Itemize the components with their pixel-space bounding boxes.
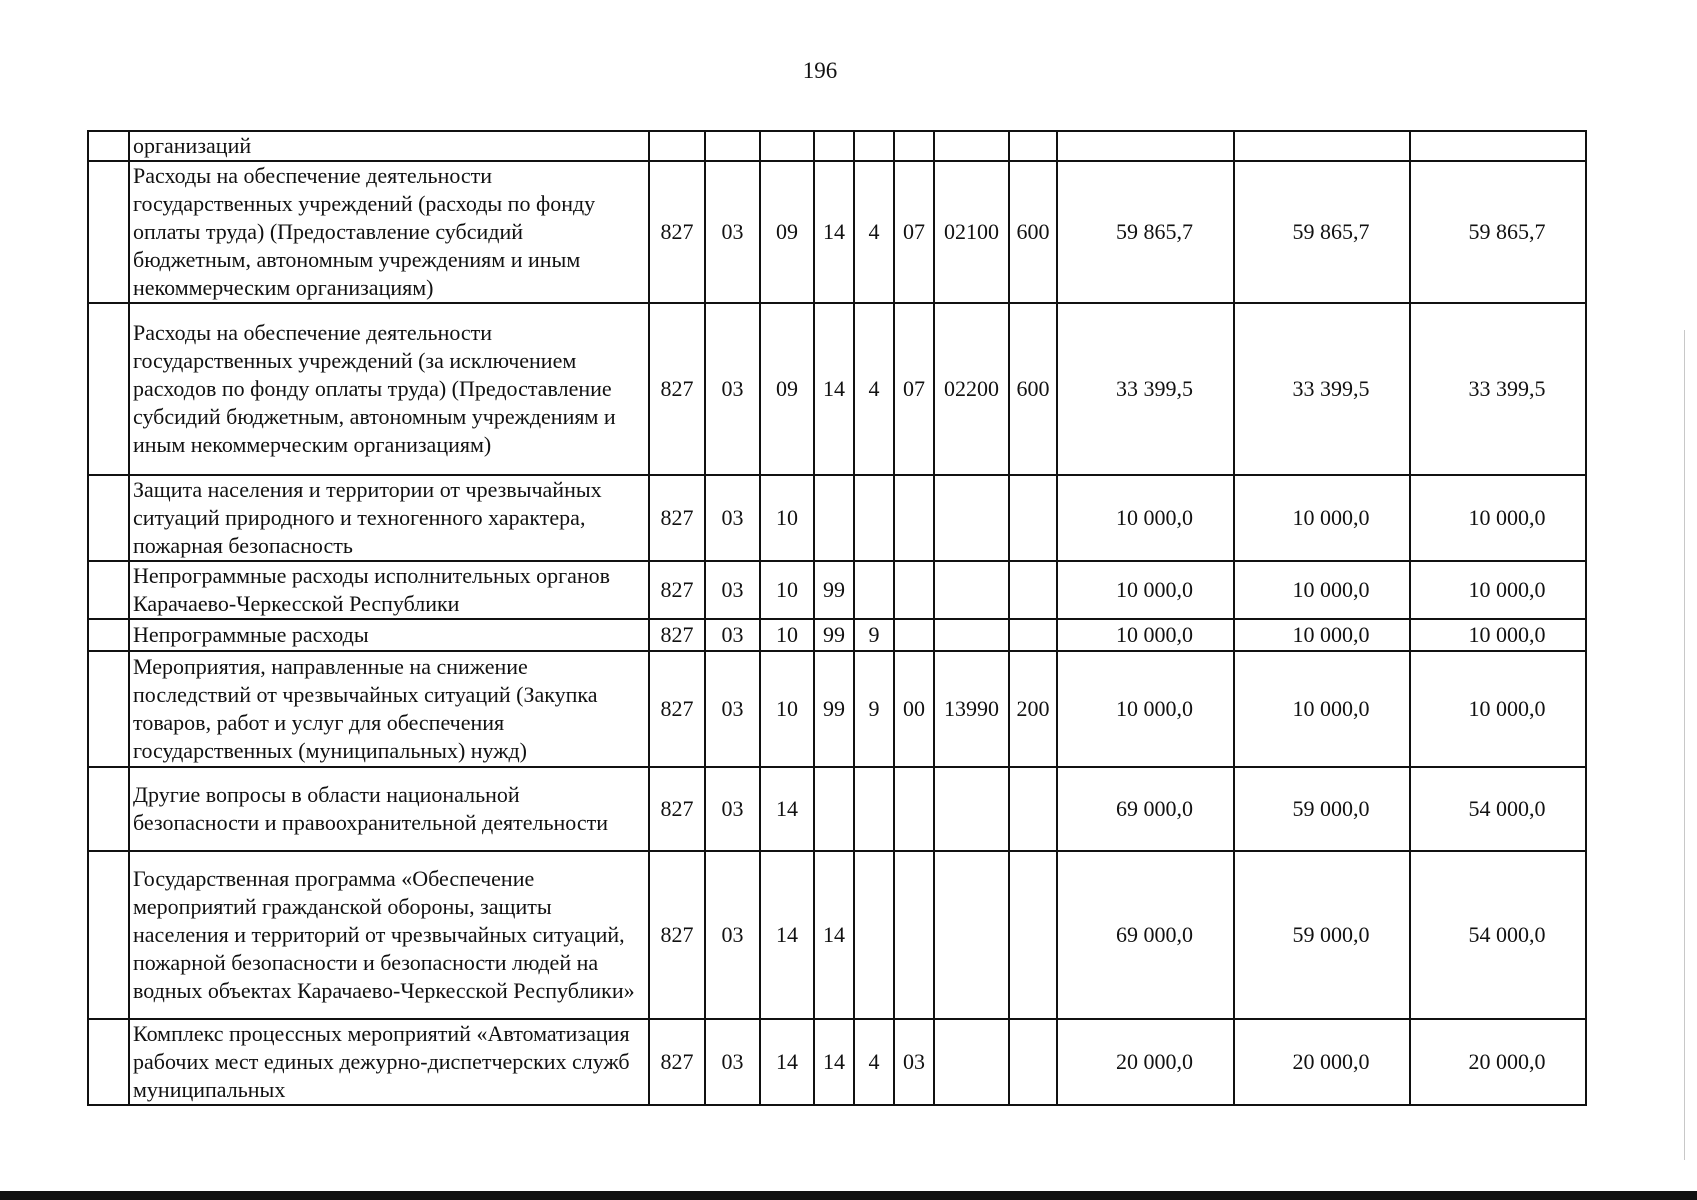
amount-year-2-cell: 10 000,0: [1234, 561, 1410, 619]
amount-year-3-cell: 33 399,5: [1410, 303, 1586, 475]
subsection-code-cell: 10: [760, 651, 814, 767]
program-code-cell: [814, 475, 854, 561]
direction-code-cell: [934, 561, 1009, 619]
direction-code-cell: [934, 131, 1009, 161]
expense-type-code-cell: [1009, 475, 1057, 561]
subprogram-code-cell: 9: [854, 619, 894, 651]
table-row: [88, 651, 1586, 767]
ministry-code-cell: 827: [649, 767, 705, 851]
scan-edge-line: [1684, 330, 1685, 1160]
amount-year-2-cell: 20 000,0: [1234, 1019, 1410, 1105]
amount-year-2-cell: 59 865,7: [1234, 161, 1410, 303]
event-code-cell: 00: [894, 651, 934, 767]
direction-code-cell: [934, 1019, 1009, 1105]
direction-code-cell: 02100: [934, 161, 1009, 303]
ministry-code-cell: 827: [649, 475, 705, 561]
program-code-cell: 14: [814, 303, 854, 475]
expense-name-cell: Государственная программа «Обеспечение мероприятий гражданской обороны, защиты населения и территорий от чрезвычайных ситуаций, пожарной безопасности и безопасности людей на водных объектах Карачаево-Черкесской Республики»: [129, 851, 649, 1019]
program-code-cell: 14: [814, 161, 854, 303]
expense-type-code-cell: [1009, 561, 1057, 619]
section-code-cell: [705, 131, 760, 161]
ministry-code-cell: [649, 131, 705, 161]
program-code-cell: 99: [814, 619, 854, 651]
direction-code-cell: [934, 767, 1009, 851]
amount-year-3-cell: 10 000,0: [1410, 619, 1586, 651]
table-row: [88, 619, 1586, 651]
expense-type-code-cell: [1009, 131, 1057, 161]
expense-name-cell: Непрограммные расходы исполнительных органов Карачаево-Черкесской Республики: [129, 561, 649, 619]
amount-year-2-cell: 10 000,0: [1234, 651, 1410, 767]
amount-year-3-cell: 54 000,0: [1410, 851, 1586, 1019]
amount-year-2-cell: 10 000,0: [1234, 475, 1410, 561]
subprogram-code-cell: 4: [854, 303, 894, 475]
amount-year-1-cell: [1057, 131, 1234, 161]
direction-code-cell: 02200: [934, 303, 1009, 475]
row-number-cell: [88, 131, 129, 161]
amount-year-3-cell: 10 000,0: [1410, 475, 1586, 561]
ministry-code-cell: 827: [649, 1019, 705, 1105]
table-row: [88, 1019, 1586, 1105]
event-code-cell: [894, 767, 934, 851]
ministry-code-cell: 827: [649, 161, 705, 303]
row-number-cell: [88, 851, 129, 1019]
section-code-cell: 03: [705, 651, 760, 767]
page-number: 196: [802, 58, 838, 83]
expense-name-cell: Расходы на обеспечение деятельности государственных учреждений (расходы по фонду оплаты труда) (Предоставление субсидий бюджетным, автономным учреждениям и иным некоммерческим организациям): [129, 161, 649, 303]
program-code-cell: 99: [814, 651, 854, 767]
expense-name-cell: Мероприятия, направленные на снижение последствий от чрезвычайных ситуаций (Закупка товаров, работ и услуг для обеспечения государственных (муниципальных) нужд): [129, 651, 649, 767]
section-code-cell: 03: [705, 475, 760, 561]
amount-year-3-cell: [1410, 131, 1586, 161]
program-code-cell: 14: [814, 851, 854, 1019]
subsection-code-cell: [760, 131, 814, 161]
direction-code-cell: [934, 619, 1009, 651]
subsection-code-cell: 14: [760, 767, 814, 851]
section-code-cell: 03: [705, 303, 760, 475]
expense-type-code-cell: [1009, 851, 1057, 1019]
ministry-code-cell: 827: [649, 851, 705, 1019]
expense-type-code-cell: 200: [1009, 651, 1057, 767]
subprogram-code-cell: 4: [854, 1019, 894, 1105]
subsection-code-cell: 09: [760, 161, 814, 303]
program-code-cell: [814, 131, 854, 161]
row-number-cell: [88, 767, 129, 851]
subsection-code-cell: 14: [760, 851, 814, 1019]
table-row: [88, 131, 1586, 161]
expense-name-cell: Комплекс процессных мероприятий «Автоматизация рабочих мест единых дежурно-диспетчерских служб муниципальных: [129, 1019, 649, 1105]
table-row: [88, 303, 1586, 475]
row-number-cell: [88, 561, 129, 619]
amount-year-2-cell: [1234, 131, 1410, 161]
event-code-cell: [894, 475, 934, 561]
row-number-cell: [88, 475, 129, 561]
row-number-cell: [88, 651, 129, 767]
row-number-cell: [88, 619, 129, 651]
amount-year-3-cell: 54 000,0: [1410, 767, 1586, 851]
subprogram-code-cell: [854, 561, 894, 619]
amount-year-3-cell: 59 865,7: [1410, 161, 1586, 303]
ministry-code-cell: 827: [649, 303, 705, 475]
subprogram-code-cell: 9: [854, 651, 894, 767]
table-row: [88, 475, 1586, 561]
amount-year-3-cell: 10 000,0: [1410, 561, 1586, 619]
direction-code-cell: [934, 851, 1009, 1019]
expense-type-code-cell: [1009, 767, 1057, 851]
table-row: [88, 561, 1586, 619]
expense-type-code-cell: 600: [1009, 303, 1057, 475]
direction-code-cell: [934, 475, 1009, 561]
subsection-code-cell: 10: [760, 619, 814, 651]
subsection-code-cell: 10: [760, 561, 814, 619]
subsection-code-cell: 09: [760, 303, 814, 475]
amount-year-1-cell: 69 000,0: [1057, 767, 1234, 851]
table-row: [88, 161, 1586, 303]
section-code-cell: 03: [705, 851, 760, 1019]
event-code-cell: [894, 851, 934, 1019]
subprogram-code-cell: [854, 767, 894, 851]
section-code-cell: 03: [705, 1019, 760, 1105]
amount-year-3-cell: 20 000,0: [1410, 1019, 1586, 1105]
event-code-cell: [894, 131, 934, 161]
ministry-code-cell: 827: [649, 651, 705, 767]
section-code-cell: 03: [705, 767, 760, 851]
direction-code-cell: 13990: [934, 651, 1009, 767]
amount-year-1-cell: 20 000,0: [1057, 1019, 1234, 1105]
table-row: [88, 851, 1586, 1019]
event-code-cell: 07: [894, 161, 934, 303]
scan-bottom-bar: [0, 1191, 1697, 1200]
event-code-cell: [894, 561, 934, 619]
row-number-cell: [88, 161, 129, 303]
subprogram-code-cell: [854, 851, 894, 1019]
row-number-cell: [88, 1019, 129, 1105]
subprogram-code-cell: [854, 475, 894, 561]
table-row: [88, 767, 1586, 851]
event-code-cell: 03: [894, 1019, 934, 1105]
amount-year-2-cell: 33 399,5: [1234, 303, 1410, 475]
program-code-cell: 14: [814, 1019, 854, 1105]
event-code-cell: 07: [894, 303, 934, 475]
amount-year-3-cell: 10 000,0: [1410, 651, 1586, 767]
amount-year-2-cell: 10 000,0: [1234, 619, 1410, 651]
expense-name-cell: Расходы на обеспечение деятельности государственных учреждений (за исключением расходов по фонду оплаты труда) (Предоставление субсидий бюджетным, автономным учреждениям и иным некоммерческим организациям): [129, 303, 649, 475]
expense-type-code-cell: 600: [1009, 161, 1057, 303]
program-code-cell: 99: [814, 561, 854, 619]
expense-name-cell: Другие вопросы в области национальной безопасности и правоохранительной деятельности: [129, 767, 649, 851]
section-code-cell: 03: [705, 619, 760, 651]
ministry-code-cell: 827: [649, 619, 705, 651]
amount-year-2-cell: 59 000,0: [1234, 851, 1410, 1019]
program-code-cell: [814, 767, 854, 851]
amount-year-2-cell: 59 000,0: [1234, 767, 1410, 851]
expense-name-cell: Защита населения и территории от чрезвычайных ситуаций природного и техногенного характера, пожарная безопасность: [129, 475, 649, 561]
section-code-cell: 03: [705, 561, 760, 619]
subprogram-code-cell: 4: [854, 161, 894, 303]
amount-year-1-cell: 10 000,0: [1057, 475, 1234, 561]
subsection-code-cell: 14: [760, 1019, 814, 1105]
amount-year-1-cell: 10 000,0: [1057, 651, 1234, 767]
event-code-cell: [894, 619, 934, 651]
expense-name-cell: организаций: [129, 131, 649, 161]
amount-year-1-cell: 69 000,0: [1057, 851, 1234, 1019]
budget-table: [87, 130, 1587, 1106]
row-number-cell: [88, 303, 129, 475]
expense-name-cell: Непрограммные расходы: [129, 619, 649, 651]
amount-year-1-cell: 33 399,5: [1057, 303, 1234, 475]
expense-type-code-cell: [1009, 1019, 1057, 1105]
amount-year-1-cell: 10 000,0: [1057, 561, 1234, 619]
ministry-code-cell: 827: [649, 561, 705, 619]
amount-year-1-cell: 59 865,7: [1057, 161, 1234, 303]
amount-year-1-cell: 10 000,0: [1057, 619, 1234, 651]
expense-type-code-cell: [1009, 619, 1057, 651]
subsection-code-cell: 10: [760, 475, 814, 561]
subprogram-code-cell: [854, 131, 894, 161]
section-code-cell: 03: [705, 161, 760, 303]
